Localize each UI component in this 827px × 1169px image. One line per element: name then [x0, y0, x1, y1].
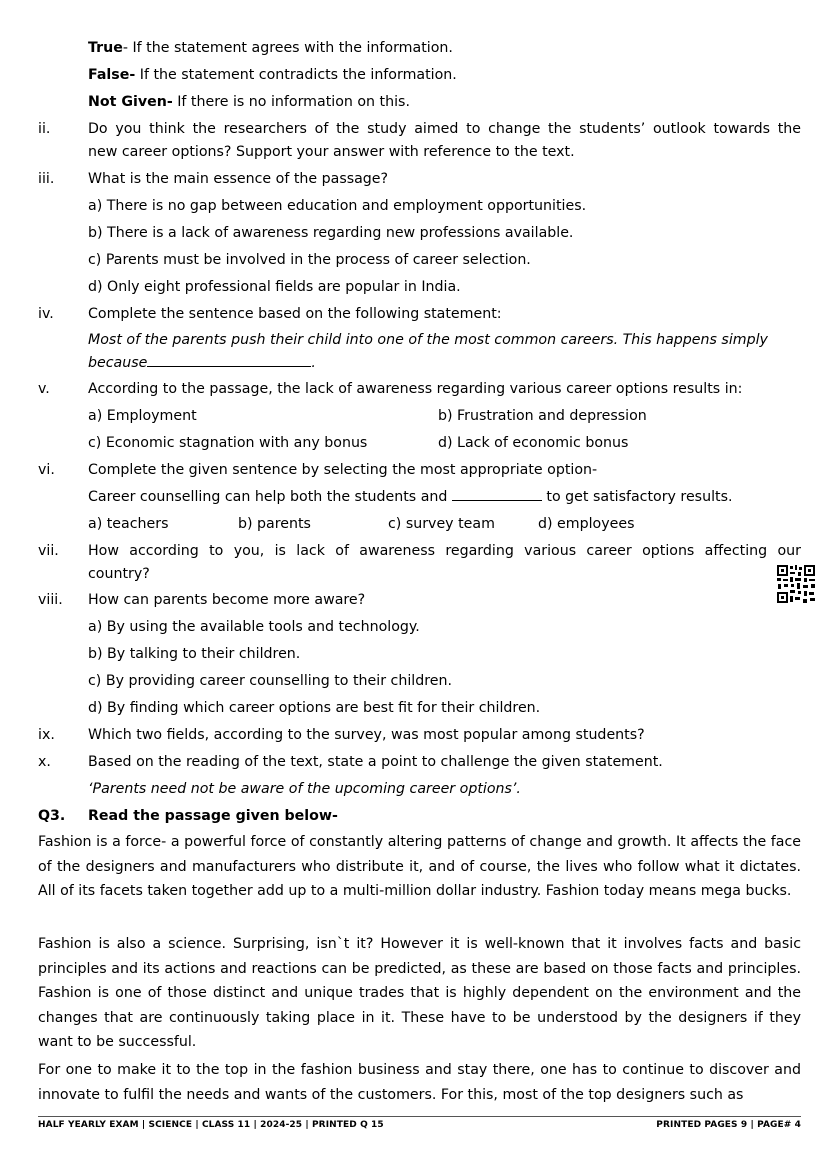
option-iii-d: d) Only eight professional fields are popular in India.	[88, 279, 461, 295]
question-x: Based on the reading of the text, state a point to challenge the given statement.	[88, 754, 663, 770]
question-vi: Complete the given sentence by selecting the most appropriate option-	[88, 462, 598, 478]
question-v: According to the passage, the lack of awareness regarding various career options results in:	[88, 381, 743, 397]
option-vi-a: a) teachers	[88, 516, 169, 532]
footer-exam-info: HALF YEARLY EXAM | SCIENCE | CLASS 11 | 2024-25 | PRINTED Q 15	[38, 1120, 384, 1130]
question-number-ii: ii.	[38, 121, 51, 137]
question-number-iv: iv.	[38, 306, 54, 322]
option-iii-b: b) There is a lack of awareness regarding new professions available.	[88, 225, 574, 241]
question-vii-line1: How according to you, is lack of awareness regarding various career options affecting our	[88, 543, 801, 559]
question-vii-line2: country?	[88, 566, 150, 582]
question-viii: How can parents become more aware?	[88, 592, 366, 608]
options-v-row1	[88, 405, 801, 428]
definition-text: If the statement contradicts the information.	[135, 67, 457, 83]
q3-heading: Read the passage given below-	[88, 808, 338, 824]
question-iv-blank-line	[88, 352, 801, 375]
question-ii-line1: Do you think the researchers of the study aimed to change the students’ outlook towards the	[88, 121, 801, 137]
footer-page-info: PRINTED PAGES 9 | PAGE# 4	[656, 1120, 801, 1130]
footer-divider	[38, 1116, 801, 1117]
question-number-viii: viii.	[38, 592, 63, 608]
option-v-b: b) Frustration and depression	[438, 408, 647, 424]
question-x-quote: ‘Parents need not be aware of the upcoming career options’.	[88, 781, 521, 797]
passage-paragraph-1: Fashion is a force- a powerful force of constantly altering patterns of change and growth. It affects the face of the designers and manufacturers who distribute it, and of course, the lives who follow what it dictates. All of its facets taken together add up to a multi-million dollar industry. Fashion today means mega bucks.	[38, 834, 801, 899]
passage-paragraph-2: Fashion is also a science. Surprising, isn`t it? However it is well-known that it involves facts and basic principles and its actions and reactions can be predicted, as these are based on those facts and principles. Fashion is one of those distinct and unique trades that is highly dependent on the environment and the changes that are continuously taking place in it. These have to be understood by the designers if they want to be successful.	[38, 936, 801, 1050]
definition-not-given	[88, 91, 801, 114]
question-ix: Which two fields, according to the survey, was most popular among students?	[88, 727, 645, 743]
question-number-ix: ix.	[38, 727, 55, 743]
definition-text: If there is no information on this.	[172, 94, 410, 110]
option-iii-a: a) There is no gap between education and employment opportunities.	[88, 198, 587, 214]
statement-text: .	[311, 355, 316, 371]
question-vi-sentence	[88, 486, 801, 509]
option-vi-d: d) employees	[538, 516, 635, 532]
sentence-text: Career counselling can help both the students and	[88, 489, 448, 505]
option-v-c: c) Economic stagnation with any bonus	[88, 435, 368, 451]
definition-true	[88, 37, 801, 60]
question-number-vii: vii.	[38, 543, 59, 559]
option-v-d: d) Lack of economic bonus	[438, 435, 629, 451]
question-ii-line2: new career options? Support your answer with reference to the text.	[88, 144, 575, 160]
term-not-given: Not Given-	[88, 94, 173, 110]
question-iv-statement: Most of the parents push their child into one of the most common careers. This happens simply	[88, 332, 768, 348]
question-number-x: x.	[38, 754, 51, 770]
option-viii-c: c) By providing career counselling to their children.	[88, 673, 452, 689]
option-v-a: a) Employment	[88, 408, 197, 424]
options-v-row2	[88, 432, 801, 455]
question-iii: What is the main essence of the passage?	[88, 171, 389, 187]
question-iv: Complete the sentence based on the following statement:	[88, 306, 502, 322]
statement-text: because	[88, 355, 148, 371]
term-false: False-	[88, 67, 136, 83]
option-viii-a: a) By using the available tools and technology.	[88, 619, 420, 635]
definition-false	[88, 64, 801, 87]
question-number-q3: Q3.	[38, 808, 66, 824]
passage-paragraph-3: For one to make it to the top in the fashion business and stay there, one has to continue to discover and innovate to fulfil the needs and wants of the customers. For this, most of the top designers such as	[38, 1062, 801, 1103]
term-true: True	[88, 40, 123, 56]
answer-blank	[452, 486, 542, 501]
option-viii-d: d) By finding which career options are best fit for their children.	[88, 700, 541, 716]
question-number-iii: iii.	[38, 171, 55, 187]
answer-blank	[147, 352, 311, 367]
question-number-v: v.	[38, 381, 50, 397]
question-number-vi: vi.	[38, 462, 55, 478]
sentence-text: to get satisfactory results.	[546, 489, 733, 505]
option-vi-c: c) survey team	[388, 516, 495, 532]
definition-text: - If the statement agrees with the information.	[122, 40, 453, 56]
option-vi-b: b) parents	[238, 516, 311, 532]
option-iii-c: c) Parents must be involved in the process of career selection.	[88, 252, 531, 268]
option-viii-b: b) By talking to their children.	[88, 646, 301, 662]
